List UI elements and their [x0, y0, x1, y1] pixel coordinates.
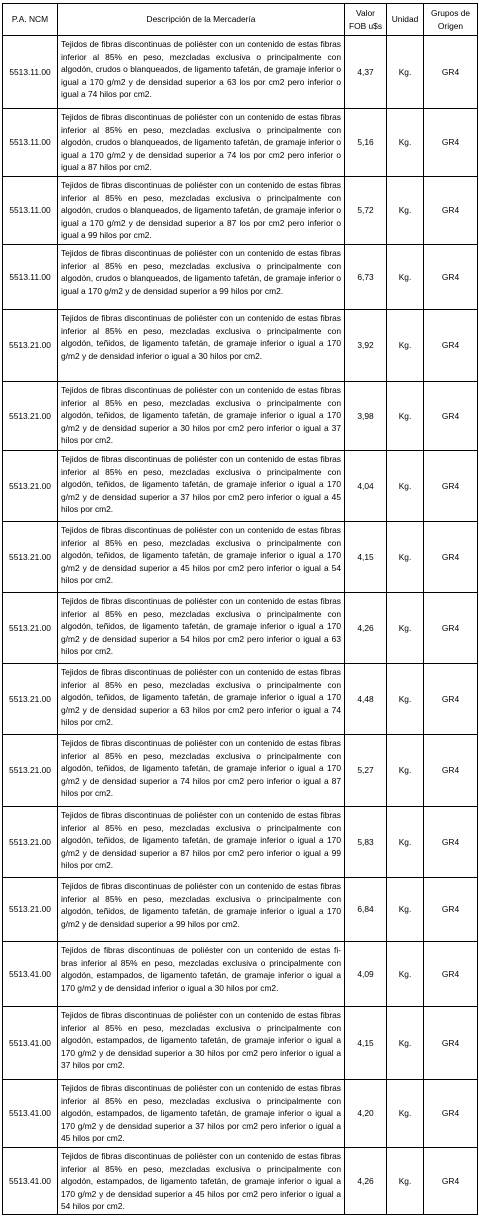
ncm-cell: 5513.11.00 [3, 36, 58, 109]
ncm-cell: 5513.21.00 [3, 451, 58, 522]
ncm-cell: 5513.41.00 [3, 942, 58, 1007]
table-row [3, 177, 478, 245]
valor-cell: 4,15 [345, 522, 387, 593]
description-cell: Tejidos de fibras discontinuas de poliéster con un contenido de estas fibras inferior al 85% en peso, mezcladas exclusiva o principalmente con algodón, crudos o blanqueados, de ligamento tafetán, de gramaje inferior o igual a 170 g/m2 y de densidad superior a 74 los por cm2 pero inferior o igual a 87 hilos por cm2. [58, 109, 345, 177]
grupo-cell: GR4 [424, 735, 478, 807]
grupo-cell: GR4 [424, 807, 478, 878]
valor-cell: 4,04 [345, 451, 387, 522]
grupo-cell: GR4 [424, 1148, 478, 1215]
table-row [3, 735, 478, 807]
valor-cell: 4,48 [345, 664, 387, 735]
grupo-cell: GR4 [424, 245, 478, 310]
grupo-cell: GR4 [424, 451, 478, 522]
valor-cell: 4,20 [345, 1080, 387, 1148]
ncm-cell: 5513.41.00 [3, 1080, 58, 1148]
grupo-cell: GR4 [424, 664, 478, 735]
ncm-cell: 5513.41.00 [3, 1148, 58, 1215]
valor-cell: 5,16 [345, 109, 387, 177]
header-descripcion: Descripción de la Mercadería [58, 4, 345, 36]
unidad-cell: Kg. [387, 593, 424, 664]
valor-cell: 3,98 [345, 382, 387, 451]
unidad-cell: Kg. [387, 36, 424, 109]
grupo-cell: GR4 [424, 36, 478, 109]
grupo-cell: GR4 [424, 177, 478, 245]
description-cell: Tejidos de fibras discontinuas de poliéster con un contenido de estas fibras inferior al 85% en peso, mezcladas exclusiva o principalmente con algodón, estampados, de ligamento tafetán, de gramaje inferior o igual a 170 g/m2 y de densidad superior a 37 hilos por cm2 pero inferior o igual a 45 hilos por cm2. [58, 1080, 345, 1148]
table-row [3, 1007, 478, 1080]
unidad-cell: Kg. [387, 807, 424, 878]
table-row [3, 382, 478, 451]
unidad-cell: Kg. [387, 451, 424, 522]
description-cell: Tejidos de fibras discontinuas de poliéster con un contenido de estas fibras inferior al 85% en peso, mezcladas exclusiva o principalmente con algodón, teñidos, de ligamento tafetán, de gramaje inferior o igual a 170 g/m2 y de densidad superior a 30 hilos por cm2 pero inferior o igual a 37 hilos por cm2. [58, 382, 345, 451]
table-row [3, 36, 478, 109]
ncm-cell: 5513.21.00 [3, 735, 58, 807]
description-cell: Tejidos de fibras discontinuas de poliéster con un contenido de estas fibras inferior al 85% en peso, mezcladas exclusiva o principalmente con algodón, teñidos, de ligamento tafetán, de gramaje inferior o igual a 170 g/m2 y de densidad superior a 63 hilos por cm2 pero inferior o igual a 74 hilos por cm2. [58, 664, 345, 735]
valor-cell: 3,92 [345, 310, 387, 382]
unidad-cell: Kg. [387, 177, 424, 245]
grupo-cell: GR4 [424, 878, 478, 942]
ncm-cell: 5513.41.00 [3, 1007, 58, 1080]
valor-cell: 4,09 [345, 942, 387, 1007]
grupo-cell: GR4 [424, 1080, 478, 1148]
valor-cell: 4,37 [345, 36, 387, 109]
table-row [3, 522, 478, 593]
header-unidad: Unidad [387, 4, 424, 36]
description-cell: Tejidos de fibras discontinuas de poliéster con un contenido de estas fibras inferior al 85% en peso, mezcladas exclusiva o principalmente con algodón, teñidos, de ligamento tafetán, de gramaje inferior o igual a 170 g/m2 y de densidad superior a 54 hilos por cm2 pero inferior o igual a 63 hilos por cm2. [58, 593, 345, 664]
description-cell: Tejidos de fibras discontinuas de poliéster con un contenido de estas fibras inferior al 85% en peso, mezcladas exclusiva o principalmente con algodón, crudos o blanqueados, de ligamento tafetán, de gramaje inferior o igual a 170 g/m2 y de densidad superior a 99 hilos por cm2. [58, 245, 345, 310]
grupo-cell: GR4 [424, 522, 478, 593]
grupo-cell: GR4 [424, 109, 478, 177]
description-cell: Tejidos de fibras discontinuas de poliéster con un contenido de estas fibras inferior al 85% en peso, mezcladas exclusiva o principalmente con algodón, teñidos, de ligamento tafetán, de gramaje inferior o igual a 170 g/m2 y de densidad superior a 87 hilos por cm2 pero inferior o igual a 99 hilos por cm2. [58, 807, 345, 878]
valor-cell: 6,84 [345, 878, 387, 942]
description-cell: Tejidos de fibras discontinuas de poliéster con un contenido de estas fi-bras inferior al 85% en peso, mezcladas exclusiva o principalmente con algodón, estampados, de ligamento tafetán, de gramaje inferior o igual a 170 g/m2 y de densidad inferior o igual a 30 hilos por cm2. [58, 942, 345, 1007]
unidad-cell: Kg. [387, 522, 424, 593]
table-row [3, 310, 478, 382]
description-cell: Tejidos de fibras discontinuas de poliéster con un contenido de estas fibras inferior al 85% en peso, mezcladas exclusiva o principalmente con algodón, teñidos, de ligamento tafetán, de gramaje inferior o igual a 170 g/m2 y de densidad superior a 99 hilos por cm2. [58, 878, 345, 942]
ncm-cell: 5513.21.00 [3, 878, 58, 942]
unidad-cell: Kg. [387, 735, 424, 807]
ncm-cell: 5513.11.00 [3, 245, 58, 310]
grupo-cell: GR4 [424, 593, 478, 664]
ncm-cell: 5513.21.00 [3, 664, 58, 735]
valor-cell: 4,15 [345, 1007, 387, 1080]
ncm-cell: 5513.21.00 [3, 593, 58, 664]
unidad-cell: Kg. [387, 878, 424, 942]
description-cell: Tejidos de fibras discontinuas de poliéster con un contenido de estas fibras inferior al 85% en peso, mezcladas exclusiva o principalmente con algodón, crudos o blanqueados, de ligamento tafetán, de gramaje inferior o igual a 170 g/m2 y de densidad superior a 63 los por cm2 pero inferior o igual a 74 hilos por cm2. [58, 36, 345, 109]
ncm-cell: 5513.21.00 [3, 382, 58, 451]
ncm-cell: 5513.11.00 [3, 109, 58, 177]
grupo-cell: GR4 [424, 1007, 478, 1080]
table-row [3, 1080, 478, 1148]
unidad-cell: Kg. [387, 1007, 424, 1080]
header-row [3, 4, 478, 36]
unidad-cell: Kg. [387, 245, 424, 310]
unidad-cell: Kg. [387, 109, 424, 177]
header-ncm: P.A. NCM [3, 4, 58, 36]
description-cell: Tejidos de fibras discontinuas de poliéster con un contenido de estas fibras inferior al 85% en peso, mezcladas exclusiva o principalmente con algodón, crudos o blanqueados, de ligamento tafetán, de gramaje inferior o igual a 170 g/m2 y de densidad superior a 87 los por cm2 pero inferior o igual a 99 hilos por cm2. [58, 177, 345, 245]
description-cell: Tejidos de fibras discontinuas de poliéster con un contenido de estas fibras inferior al 85% en peso, mezcladas exclusiva o principalmente con algodón, teñidos, de ligamento tafetán, de gramaje inferior o igual a 170 g/m2 y de densidad superior a 45 hilos por cm2 pero inferior o igual a 54 hilos por cm2. [58, 522, 345, 593]
unidad-cell: Kg. [387, 382, 424, 451]
description-cell: Tejidos de fibras discontinuas de poliéster con un contenido de estas fibras inferior al 85% en peso, mezcladas exclusiva o principalmente con algodón, teñidos, de ligamento tafetán, de gramaje inferior o igual a 170 g/m2 y de densidad superior a 37 hilos por cm2 pero inferior o igual a 45 hilos por cm2. [58, 451, 345, 522]
unidad-cell: Kg. [387, 1148, 424, 1215]
ncm-cell: 5513.21.00 [3, 310, 58, 382]
table-row [3, 942, 478, 1007]
valor-cell: 6,73 [345, 245, 387, 310]
description-cell: Tejidos de fibras discontinuas de poliéster con un contenido de estas fibras inferior al 85% en peso, mezcladas exclusiva o principalmente con algodón, estampados, de ligamento tafetán, de gramaje inferior o igual a 170 g/m2 y de densidad superior a 30 hilos por cm2 pero inferior o igual a 37 hilos por cm2. [58, 1007, 345, 1080]
table-row [3, 593, 478, 664]
ncm-cell: 5513.21.00 [3, 807, 58, 878]
table-row [3, 245, 478, 310]
ncm-cell: 5513.21.00 [3, 522, 58, 593]
valor-cell: 5,27 [345, 735, 387, 807]
grupo-cell: GR4 [424, 310, 478, 382]
unidad-cell: Kg. [387, 664, 424, 735]
description-cell: Tejidos de fibras discontinuas de poliéster con un contenido de estas fibras inferior al 85% en peso, mezcladas exclusiva o principalmente con algodón, teñidos, de ligamento tafetán, de gramaje inferior o igual a 170 g/m2 y de densidad superior a 74 hilos por cm2 pero inferior o igual a 87 hilos por cm2. [58, 735, 345, 807]
table-row [3, 451, 478, 522]
table-row [3, 109, 478, 177]
header-grupos: Grupos de Origen [424, 4, 478, 36]
ncm-cell: 5513.11.00 [3, 177, 58, 245]
description-cell: Tejidos de fibras discontinuas de poliéster con un contenido de estas fibras inferior al 85% en peso, mezcladas exclusiva o principalmente con algodón, estampados, de ligamento tafetán, de gramaje inferior o igual a 170 g/m2 y de densidad superior a 45 hilos por cm2 pero inferior o igual a 54 hilos por cm2. [58, 1148, 345, 1215]
description-cell: Tejidos de fibras discontinuas de poliéster con un contenido de estas fibras inferior al 85% en peso, mezcladas exclusiva o principalmente con algodón, teñidos, de ligamento tafetán, de gramaje inferior o igual a 170 g/m2 y de densidad inferior o igual a 30 hilos por cm2. [58, 310, 345, 382]
table-row [3, 1148, 478, 1215]
table-row [3, 664, 478, 735]
grupo-cell: GR4 [424, 382, 478, 451]
merchandise-table [2, 3, 478, 1215]
unidad-cell: Kg. [387, 310, 424, 382]
header-valor: Valor FOB u$s [345, 4, 387, 36]
valor-cell: 5,83 [345, 807, 387, 878]
table-row [3, 807, 478, 878]
unidad-cell: Kg. [387, 1080, 424, 1148]
unidad-cell: Kg. [387, 942, 424, 1007]
valor-cell: 4,26 [345, 593, 387, 664]
grupo-cell: GR4 [424, 942, 478, 1007]
valor-cell: 4,26 [345, 1148, 387, 1215]
valor-cell: 5,72 [345, 177, 387, 245]
table-row [3, 878, 478, 942]
